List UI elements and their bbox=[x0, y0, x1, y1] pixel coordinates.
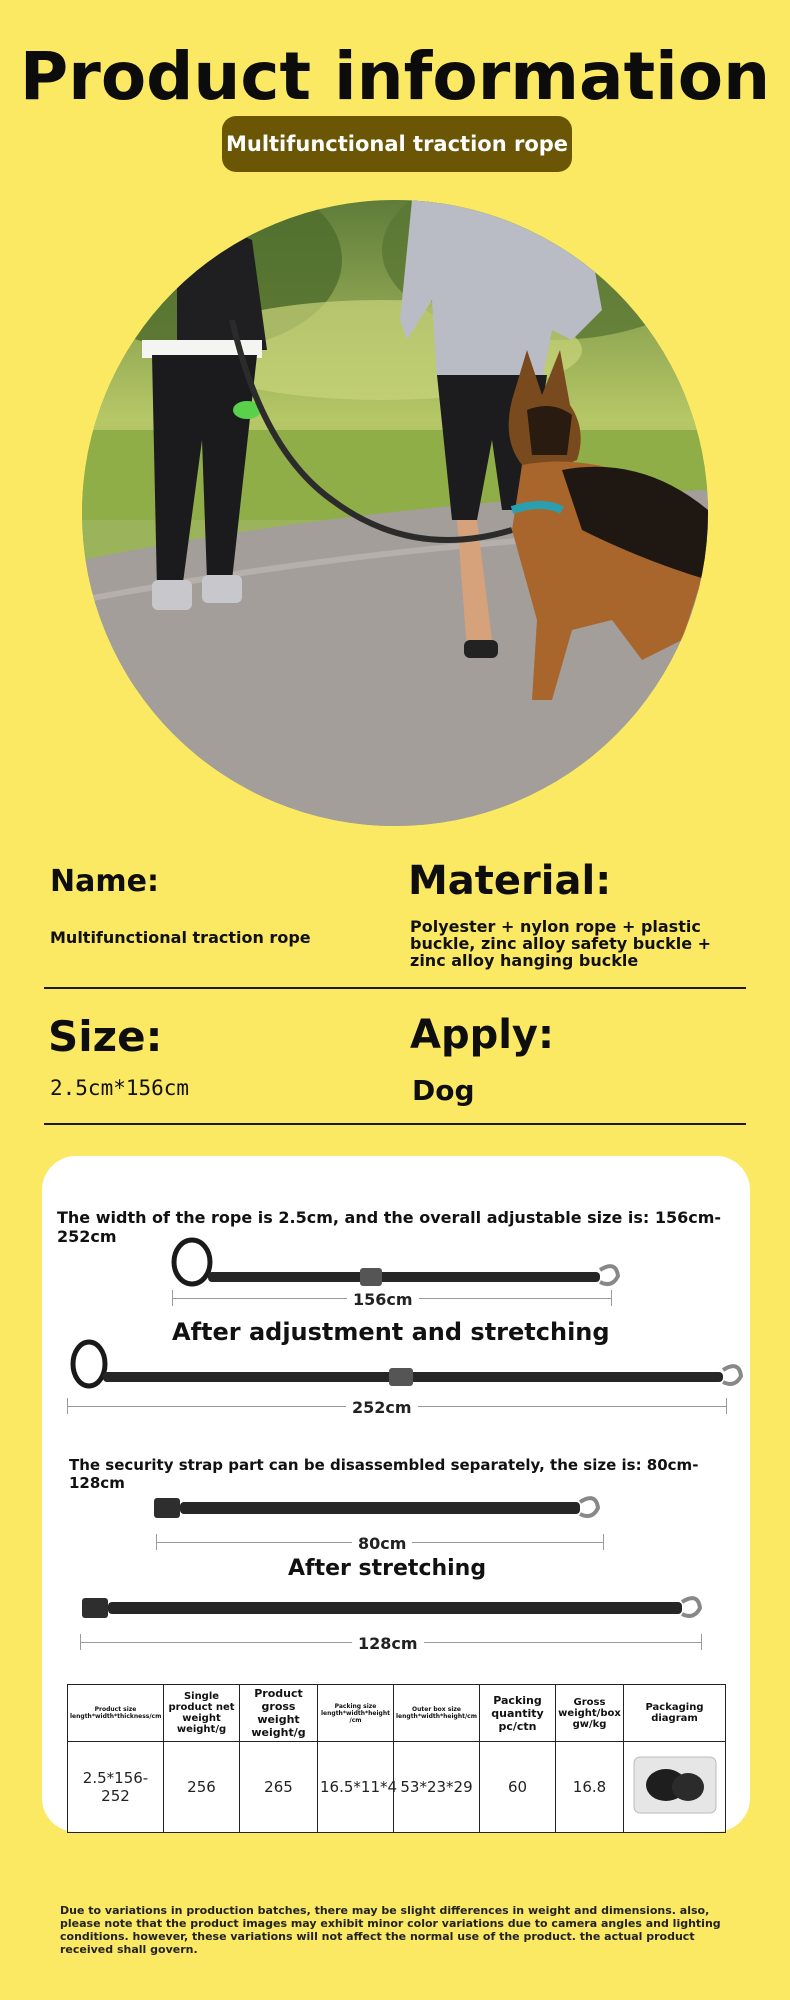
security-strap-image bbox=[154, 1488, 614, 1528]
packaging-spec-table bbox=[67, 1684, 726, 1833]
table-header: Product gross weight weight/g bbox=[240, 1685, 318, 1742]
running-with-dog-illustration bbox=[82, 200, 708, 826]
name-value: Multifunctional traction rope bbox=[50, 928, 311, 947]
size-value: 2.5cm*156cm bbox=[50, 1076, 190, 1100]
table-cell: 2.5*156-252 bbox=[68, 1742, 164, 1833]
dimension-128cm: 128cm bbox=[352, 1634, 424, 1653]
table-header: Packaging diagram bbox=[624, 1685, 726, 1742]
material-value: Polyester + nylon rope + plastic buckle, zinc alloy safety buckle + zinc alloy hanging buckle bbox=[410, 917, 712, 970]
table-header: Outer box size length*width*height/cm bbox=[394, 1685, 480, 1742]
table-row bbox=[68, 1742, 726, 1833]
table-cell: 53*23*29 bbox=[394, 1742, 480, 1833]
size-diagram-card bbox=[42, 1156, 750, 1832]
table-header: Packing quantity pc/ctn bbox=[480, 1685, 556, 1742]
dimension-252cm: 252cm bbox=[346, 1398, 418, 1417]
disclaimer-note: Due to variations in production batches, there may be slight differences in weight and dimensions. also, please note that the product images may exhibit minor color variations due to camera angles and lighting conditions. however, these variations will not affect the normal use of the product. the actual product received shall govern. bbox=[60, 1904, 721, 1956]
table-header: Gross weight/box gw/kg bbox=[556, 1685, 624, 1742]
page-title: Product information bbox=[19, 38, 771, 115]
divider bbox=[44, 1123, 746, 1125]
product-photo bbox=[82, 200, 708, 826]
security-strap-text: The security strap part can be disassembled separately, the size is: 80cm-128cm bbox=[69, 1456, 699, 1492]
table-cell: 16.8 bbox=[556, 1742, 624, 1833]
dimension-156cm: 156cm bbox=[347, 1290, 419, 1309]
table-header: Single product net weight weight/g bbox=[164, 1685, 240, 1742]
material-label: Material: bbox=[408, 858, 612, 904]
apply-value: Dog bbox=[412, 1074, 475, 1107]
divider bbox=[44, 987, 746, 989]
subtitle-badge: Multifunctional traction rope bbox=[222, 116, 572, 172]
table-cell: 256 bbox=[164, 1742, 240, 1833]
packaging-image bbox=[632, 1753, 718, 1817]
size-label: Size: bbox=[48, 1012, 163, 1061]
stretching-heading: After stretching bbox=[288, 1556, 487, 1581]
adjustment-heading: After adjustment and stretching bbox=[172, 1318, 610, 1346]
packaging-diagram-cell bbox=[624, 1742, 726, 1833]
table-header: Packing size length*width*height /cm bbox=[318, 1685, 394, 1742]
table-header: Product size length*width*thickness/cm bbox=[68, 1685, 164, 1742]
table-cell: 16.5*11*4 bbox=[318, 1742, 394, 1833]
rope-width-text: The width of the rope is 2.5cm, and the overall adjustable size is: 156cm-252cm bbox=[57, 1208, 722, 1246]
dimension-80cm: 80cm bbox=[352, 1534, 412, 1553]
leash-image-short bbox=[170, 1236, 620, 1292]
apply-label: Apply: bbox=[410, 1012, 555, 1058]
table-header-row bbox=[68, 1685, 726, 1742]
table-cell: 60 bbox=[480, 1742, 556, 1833]
leash-image-long bbox=[69, 1328, 749, 1398]
name-label: Name: bbox=[50, 864, 159, 899]
table-cell: 265 bbox=[240, 1742, 318, 1833]
security-strap-stretched-image bbox=[82, 1588, 722, 1628]
